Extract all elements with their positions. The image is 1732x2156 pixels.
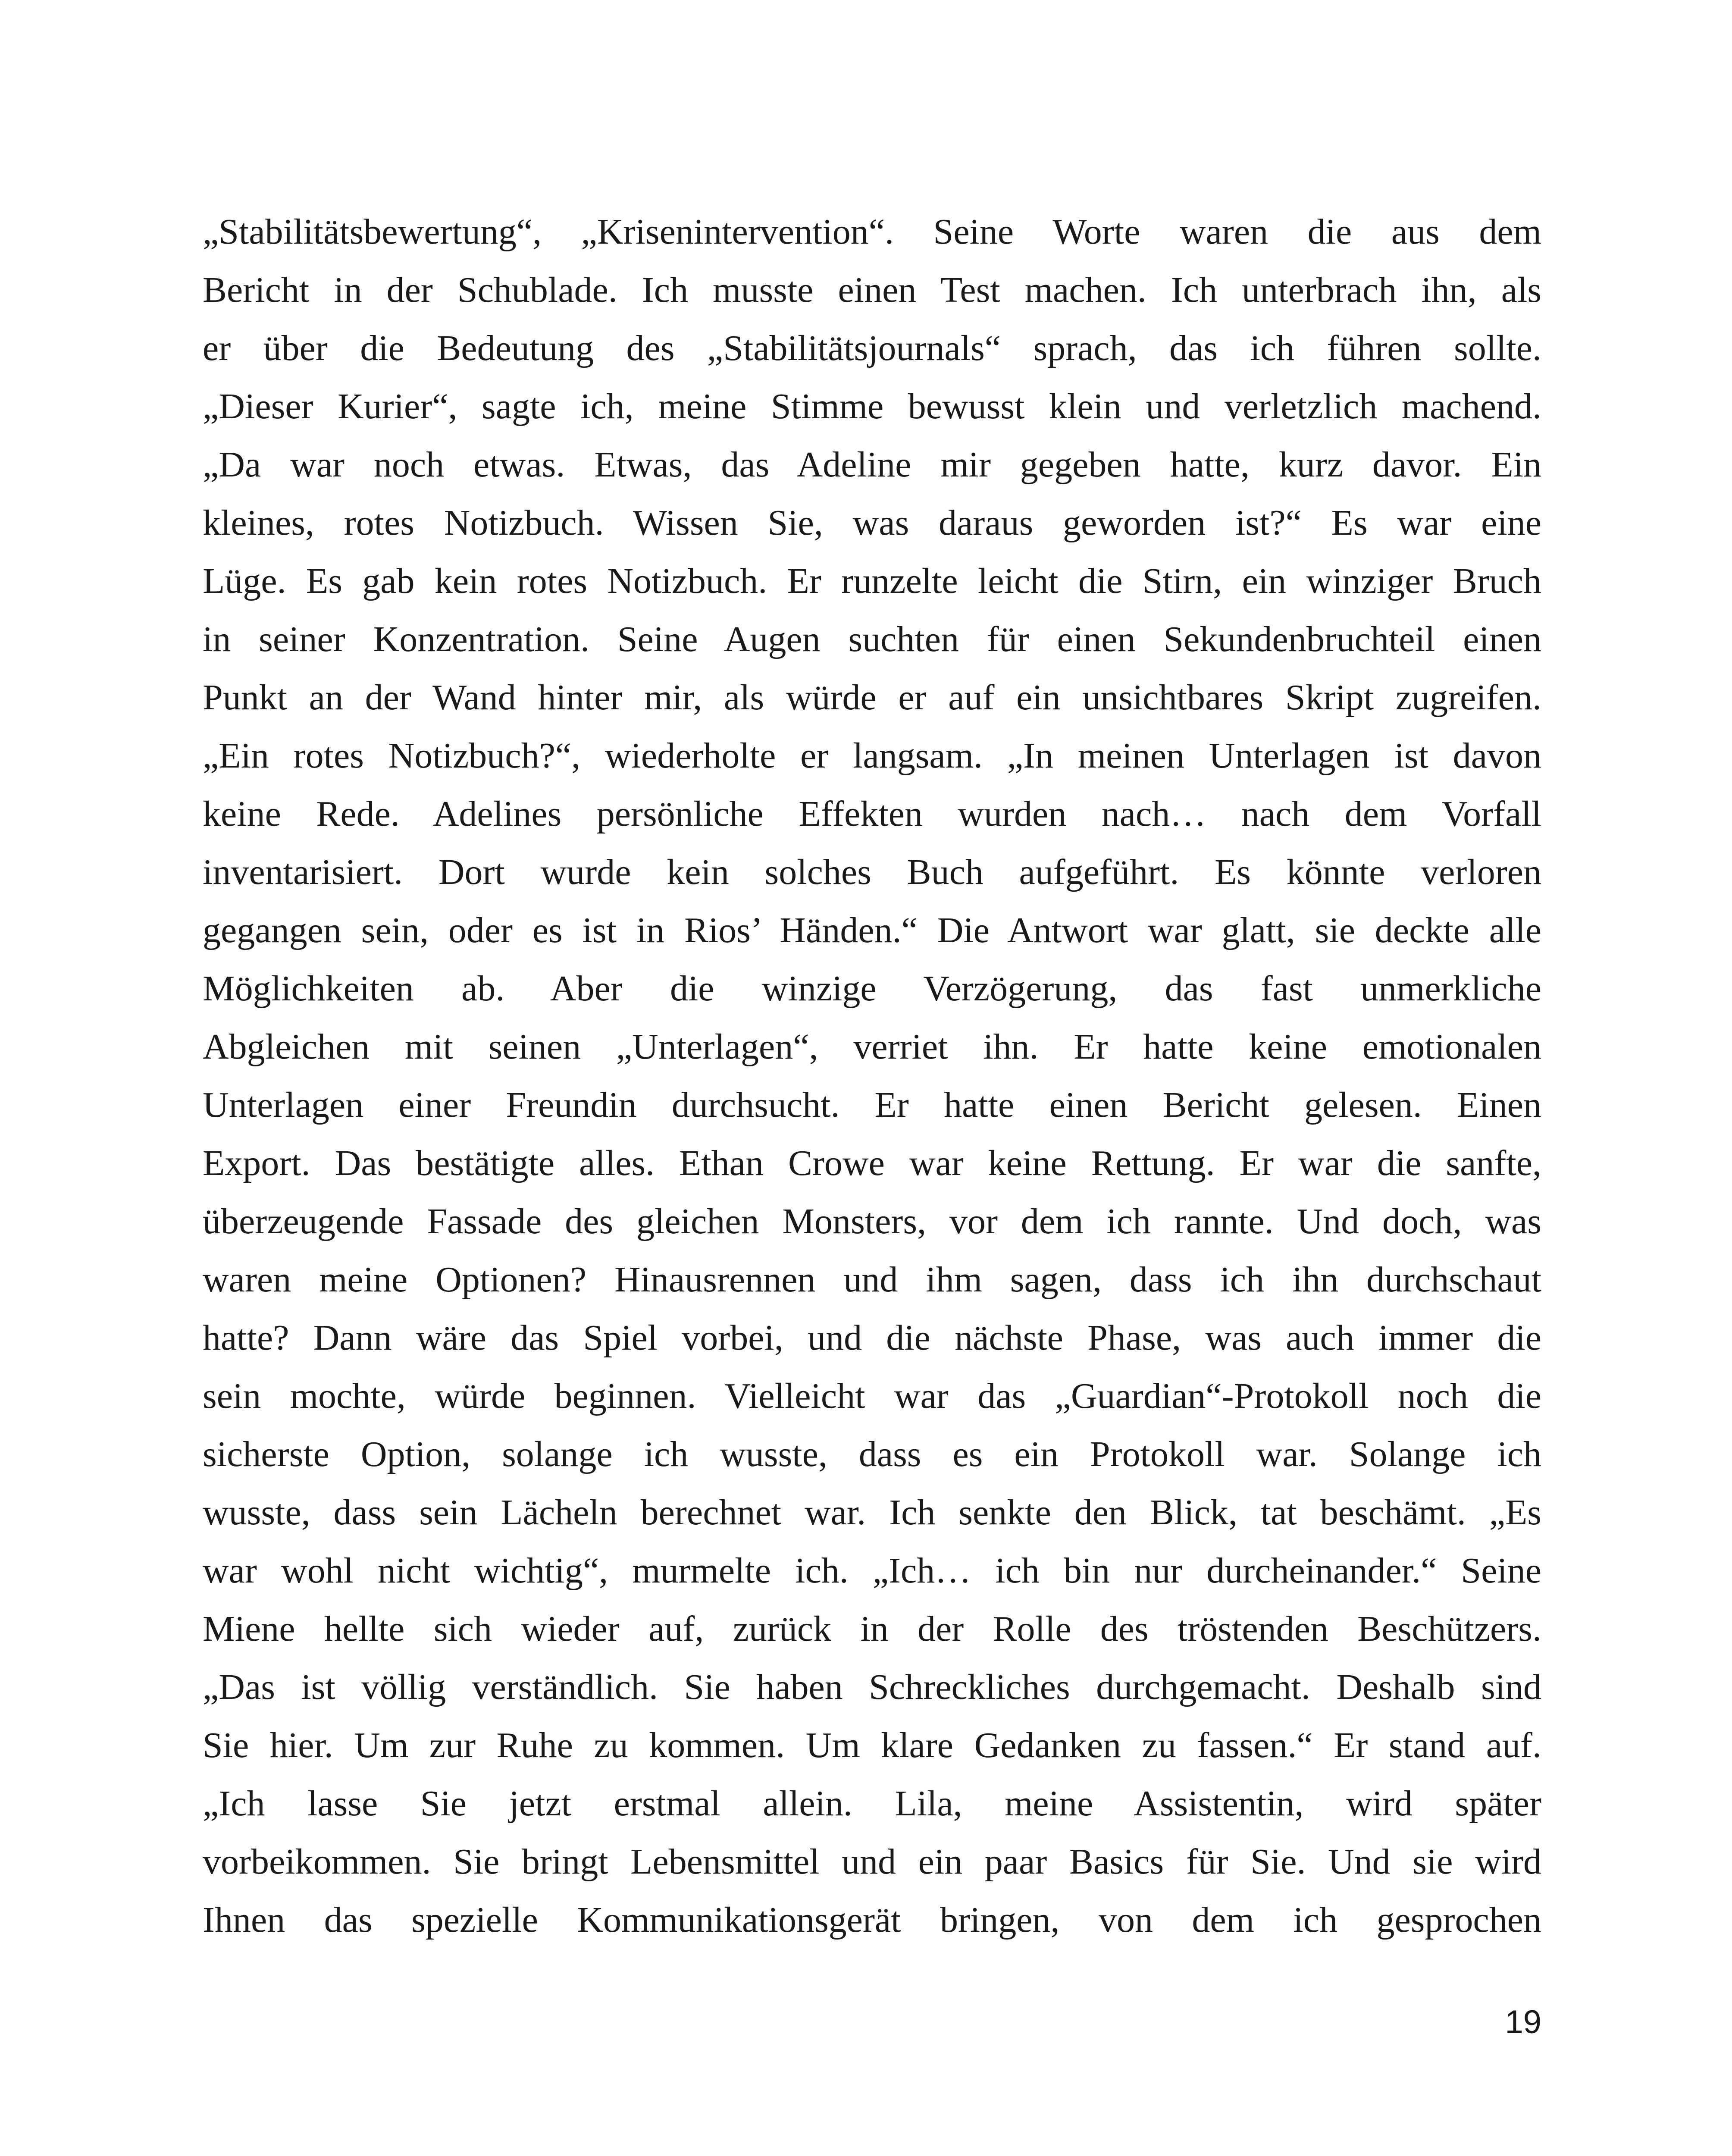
text-line: Punkt an der Wand hinter mir, als würde er auf ein unsichtbares Skript zugreifen. — [203, 677, 1541, 718]
text-line: Lüge. Es gab kein rotes Notizbuch. Er runzelte leicht die Stirn, ein winziger Bruch — [203, 561, 1541, 601]
text-line: in seiner Konzentration. Seine Augen suchten für einen Sekundenbruchteil einen — [203, 619, 1541, 659]
text-line: Miene hellte sich wieder auf, zurück in der Rolle des tröstenden Beschützers. — [203, 1609, 1541, 1649]
text-line: Möglichkeiten ab. Aber die winzige Verzögerung, das fast unmerkliche — [203, 968, 1541, 1009]
text-line: kleines, rotes Notizbuch. Wissen Sie, was daraus geworden ist?“ Es war eine — [203, 503, 1541, 543]
text-line: wusste, dass sein Lächeln berechnet war. Ich senkte den Blick, tat beschämt. „Es — [203, 1492, 1541, 1532]
text-line: „Dieser Kurier“, sagte ich, meine Stimme bewusst klein und verletzlich machend. — [203, 386, 1541, 426]
text-line: keine Rede. Adelines persönliche Effekten wurden nach… nach dem Vorfall — [203, 794, 1541, 834]
text-line: sein mochte, würde beginnen. Vielleicht war das „Guardian“-Protokoll noch die — [203, 1376, 1541, 1416]
text-line: „Stabilitätsbewertung“, „Krisenintervention“. Seine Worte waren die aus dem — [203, 212, 1541, 252]
text-line: überzeugende Fassade des gleichen Monsters, vor dem ich rannte. Und doch, was — [203, 1201, 1541, 1241]
text-line: gegangen sein, oder es ist in Rios’ Händen.“ Die Antwort war glatt, sie deckte alle — [203, 910, 1541, 950]
body-text — [203, 203, 1541, 1949]
text-line: „Ein rotes Notizbuch?“, wiederholte er langsam. „In meinen Unterlagen ist davon — [203, 736, 1541, 776]
text-line: Unterlagen einer Freundin durchsucht. Er hatte einen Bericht gelesen. Einen — [203, 1085, 1541, 1125]
text-line: inventarisiert. Dort wurde kein solches Buch aufgeführt. Es könnte verloren — [203, 852, 1541, 892]
text-line: „Da war noch etwas. Etwas, das Adeline mir gegeben hatte, kurz davor. Ein — [203, 445, 1541, 485]
text-line: Bericht in der Schublade. Ich musste einen Test machen. Ich unterbrach ihn, als — [203, 270, 1541, 310]
text-line: sicherste Option, solange ich wusste, dass es ein Protokoll war. Solange ich — [203, 1434, 1541, 1474]
text-line: Sie hier. Um zur Ruhe zu kommen. Um klare Gedanken zu fassen.“ Er stand auf. — [203, 1725, 1541, 1765]
text-line: Ihnen das spezielle Kommunikationsgerät bringen, von dem ich gesprochen — [203, 1900, 1541, 1940]
text-line: „Ich lasse Sie jetzt erstmal allein. Lila, meine Assistentin, wird später — [203, 1783, 1541, 1824]
page-number: 19 — [1505, 2004, 1541, 2040]
text-line: Abgleichen mit seinen „Unterlagen“, verriet ihn. Er hatte keine emotionalen — [203, 1027, 1541, 1067]
text-line: war wohl nicht wichtig“, murmelte ich. „Ich… ich bin nur durcheinander.“ Seine — [203, 1551, 1541, 1591]
text-line: Export. Das bestätigte alles. Ethan Crowe war keine Rettung. Er war die sanfte, — [203, 1143, 1541, 1183]
text-line: hatte? Dann wäre das Spiel vorbei, und die nächste Phase, was auch immer die — [203, 1318, 1541, 1358]
text-line: er über die Bedeutung des „Stabilitätsjournals“ sprach, das ich führen sollte. — [203, 328, 1541, 368]
text-line: „Das ist völlig verständlich. Sie haben Schreckliches durchgemacht. Deshalb sind — [203, 1667, 1541, 1707]
text-line: waren meine Optionen? Hinausrennen und ihm sagen, dass ich ihn durchschaut — [203, 1260, 1541, 1300]
text-line: vorbeikommen. Sie bringt Lebensmittel und ein paar Basics für Sie. Und sie wird — [203, 1842, 1541, 1882]
